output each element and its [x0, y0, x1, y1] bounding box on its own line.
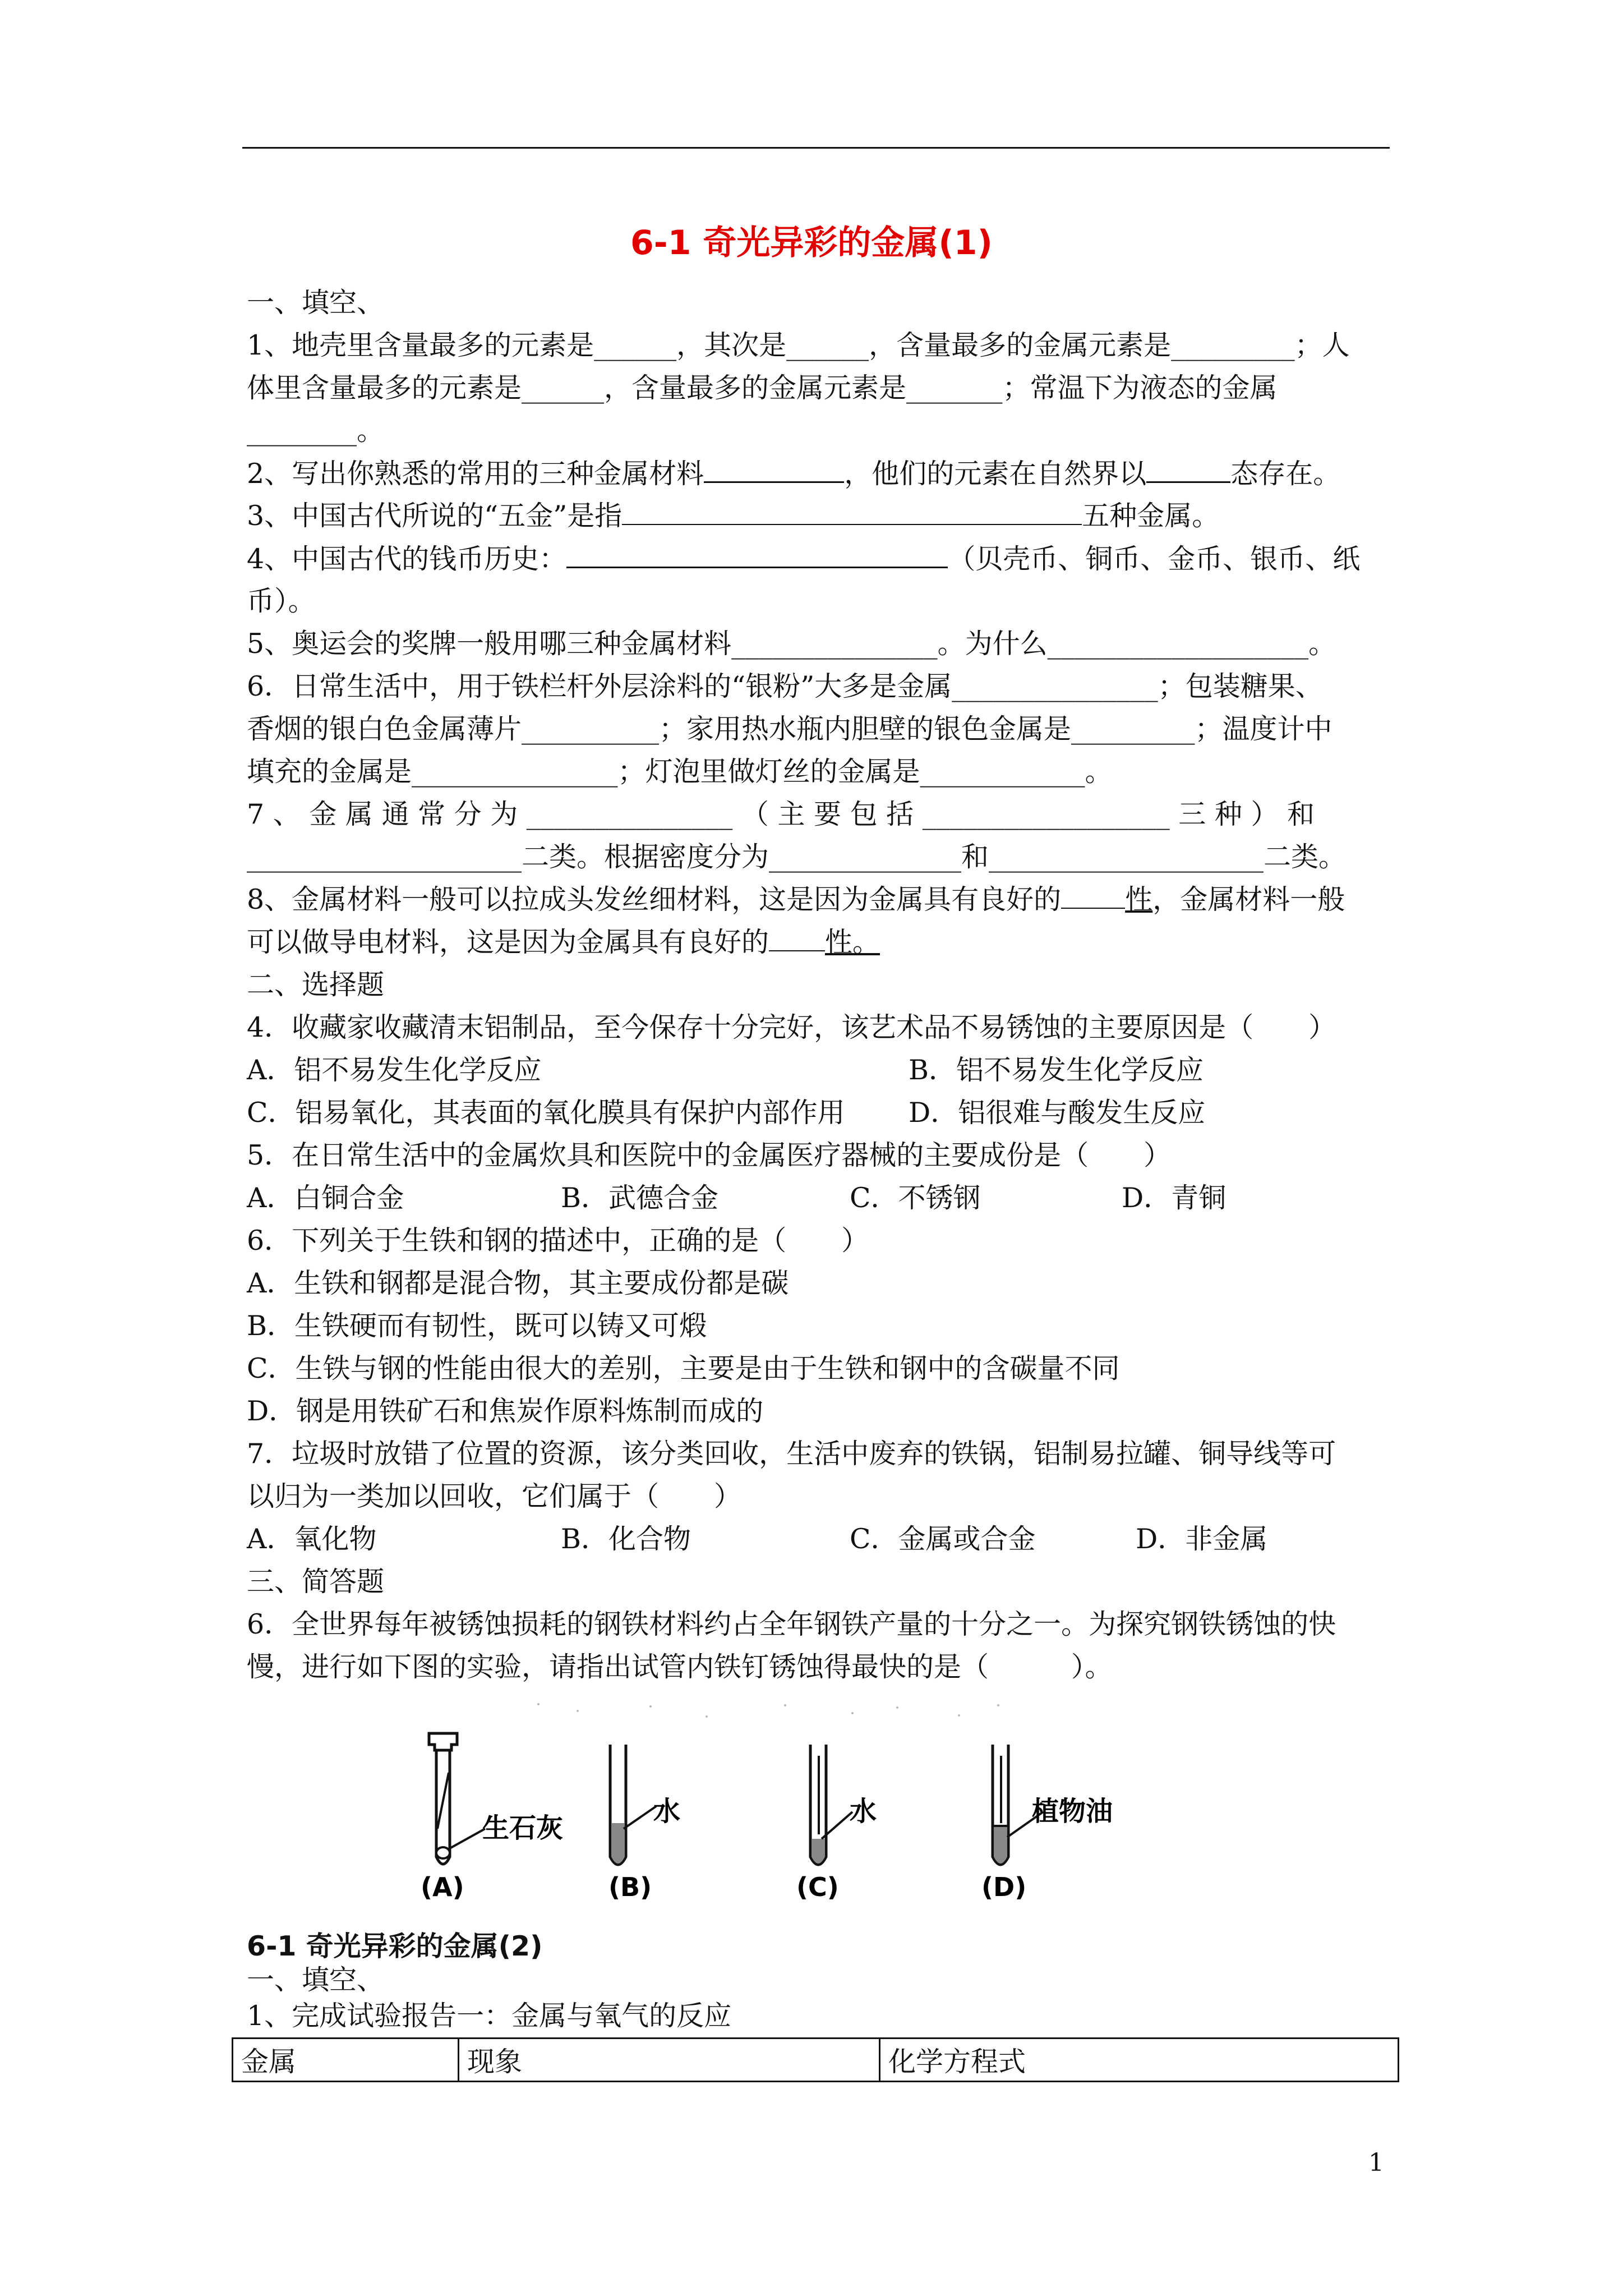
table-header-cell: 化学方程式: [880, 2039, 1399, 2082]
question-text: 性。: [825, 926, 880, 958]
header-rule: [242, 147, 1390, 149]
option[interactable]: B．武德合金: [561, 1182, 719, 1214]
question-text: 6．全世界每年被锈蚀损耗的钢铁材料约占全年钢铁产量的十分之一。为探究钢铁锈蚀的快: [247, 1608, 1336, 1640]
section-heading: 二、选择题: [247, 969, 385, 1001]
question-3: [247, 499, 1219, 533]
question-text: 性: [1125, 884, 1153, 915]
option[interactable]: A．生铁和钢都是混合物，其主要成份都是碳: [247, 1267, 789, 1299]
figure-label: 生石灰: [482, 1812, 564, 1844]
question-text: （贝壳币、铜币、金币、银币、纸: [948, 543, 1361, 575]
section-title: 6-1 奇光异彩的金属(2): [247, 1930, 543, 1962]
question-text: 以归为一类加以回收，它们属于（ ）: [247, 1480, 742, 1512]
question-text: 7．垃圾时放错了位置的资源，该分类回收，生活中废弃的铁锅，铝制易拉罐、铜导线等可: [247, 1438, 1336, 1470]
question-text: ____________________二类。根据密度分为______________和____________________二类。: [247, 841, 1347, 873]
figure-label: 植物油: [1032, 1796, 1113, 1827]
option[interactable]: D．青铜: [1122, 1182, 1227, 1214]
question-text: 慢，进行如下图的实验，请指出试管内铁钉锈蚀得最快的是（ ）。: [247, 1651, 1113, 1683]
question-8-cont: [247, 926, 880, 959]
scan-noise: [537, 1703, 999, 1718]
question-text: ，金属材料一般: [1152, 884, 1345, 915]
table-header-cell: 金属: [233, 2039, 459, 2082]
option[interactable]: A．氧化物: [247, 1523, 377, 1555]
question-2: [247, 457, 1340, 491]
test-tube-b: [610, 1745, 656, 1865]
option[interactable]: D．钢是用铁矿石和焦炭作原料炼制而成的: [247, 1395, 764, 1427]
question-text: 体里含量最多的元素是______，含量最多的金属元素是_______；常温下为液态的金属: [247, 372, 1278, 404]
question-text: 2、写出你熟悉的常用的三种金属材料: [247, 458, 704, 490]
question-text: 可以做导电材料，这是因为金属具有良好的: [247, 926, 769, 958]
figure-tag: (D): [981, 1872, 1027, 1902]
option[interactable]: B．生铁硬而有韧性，既可以铸又可煅: [247, 1310, 707, 1342]
question-text: 1、完成试验报告一：金属与氧气的反应: [247, 2000, 732, 2032]
question-text: 3、中国古代所说的“五金”是指: [247, 500, 623, 532]
figure-label: 水: [653, 1796, 681, 1827]
option[interactable]: C．不锈钢: [850, 1182, 981, 1214]
option[interactable]: A．铝不易发生化学反应: [247, 1054, 542, 1086]
figure-tag: (A): [421, 1872, 464, 1902]
question-text: 1、地壳里含量最多的元素是______，其次是______，含量最多的金属元素是_________；人: [247, 329, 1350, 361]
section-heading: 一、填空、: [247, 1964, 385, 1996]
test-tube-c: [810, 1745, 852, 1865]
option[interactable]: B．化合物: [561, 1523, 691, 1555]
question-text: 填充的金属是_______________；灯泡里做灯丝的金属是____________。: [247, 756, 1113, 788]
option[interactable]: C．生铁与钢的性能由很大的差别，主要是由于生铁和钢中的含碳量不同: [247, 1352, 1120, 1384]
answer-blank[interactable]: [1061, 883, 1125, 909]
question-text: ，他们的元素在自然界以: [844, 458, 1147, 490]
option[interactable]: D．铝很难与酸发生反应: [909, 1097, 1206, 1129]
option[interactable]: B．铝不易发生化学反应: [909, 1054, 1204, 1086]
question-text: 6．日常生活中，用于铁栏杆外层涂料的“银粉”大多是金属_______________；包装糖果、: [247, 670, 1323, 702]
figure-tag: (B): [608, 1872, 652, 1902]
page-number: 1: [1368, 2148, 1384, 2177]
answer-blank[interactable]: [566, 542, 948, 568]
question-text: 6．下列关于生铁和钢的描述中，正确的是（ ）: [247, 1225, 869, 1257]
question-text: 5、奥运会的奖牌一般用哪三种金属材料_______________。为什么___________________。: [247, 628, 1336, 660]
question-text: 4．收藏家收藏清末铝制品，至今保存十分完好，该艺术品不易锈蚀的主要原因是（ ）: [247, 1011, 1336, 1043]
option[interactable]: D．非金属: [1136, 1523, 1268, 1555]
test-tube-figure: [393, 1694, 1234, 1902]
section-heading: 一、填空、: [247, 287, 385, 319]
question-text: 4、中国古代的钱币历史：: [247, 543, 567, 575]
question-text: ________。: [247, 415, 385, 447]
page-title: 6-1 奇光异彩的金属(1): [630, 223, 993, 263]
question-text: 7 、 金 属 通 常 分 为 _______________ （ 主 要 包 括 __________________ 三 种 ） 和: [247, 798, 1315, 830]
figure-label: 水: [850, 1796, 877, 1827]
question-text: 香烟的银白色金属薄片__________；家用热水瓶内胆壁的银色金属是_________；温度计中: [247, 713, 1332, 745]
question-text: 币）。: [247, 585, 316, 617]
section-heading: 三、简答题: [247, 1566, 385, 1598]
option[interactable]: C．金属或合金: [850, 1523, 1036, 1555]
answer-blank[interactable]: [622, 499, 1082, 525]
report-table: [232, 2037, 1399, 2082]
option[interactable]: A．白铜合金: [247, 1182, 404, 1214]
table-row: [233, 2039, 1399, 2082]
question-text: 五种金属。: [1082, 500, 1220, 532]
question-text: 5．在日常生活中的金属炊具和医院中的金属医疗器械的主要成份是（ ）: [247, 1139, 1172, 1171]
answer-blank[interactable]: [704, 457, 844, 483]
figure-tag: (C): [796, 1872, 839, 1902]
answer-blank[interactable]: [769, 926, 825, 951]
question-4: [247, 542, 1360, 576]
question-text: 态存在。: [1230, 458, 1341, 490]
test-tube-a: [429, 1733, 485, 1864]
table-header-cell: 现象: [459, 2039, 880, 2082]
answer-blank[interactable]: [1146, 457, 1230, 483]
option[interactable]: C．铝易氧化，其表面的氧化膜具有保护内部作用: [247, 1097, 845, 1129]
question-text: 8、金属材料一般可以拉成头发丝细材料，这是因为金属具有良好的: [247, 884, 1062, 915]
question-8: [247, 883, 1345, 917]
